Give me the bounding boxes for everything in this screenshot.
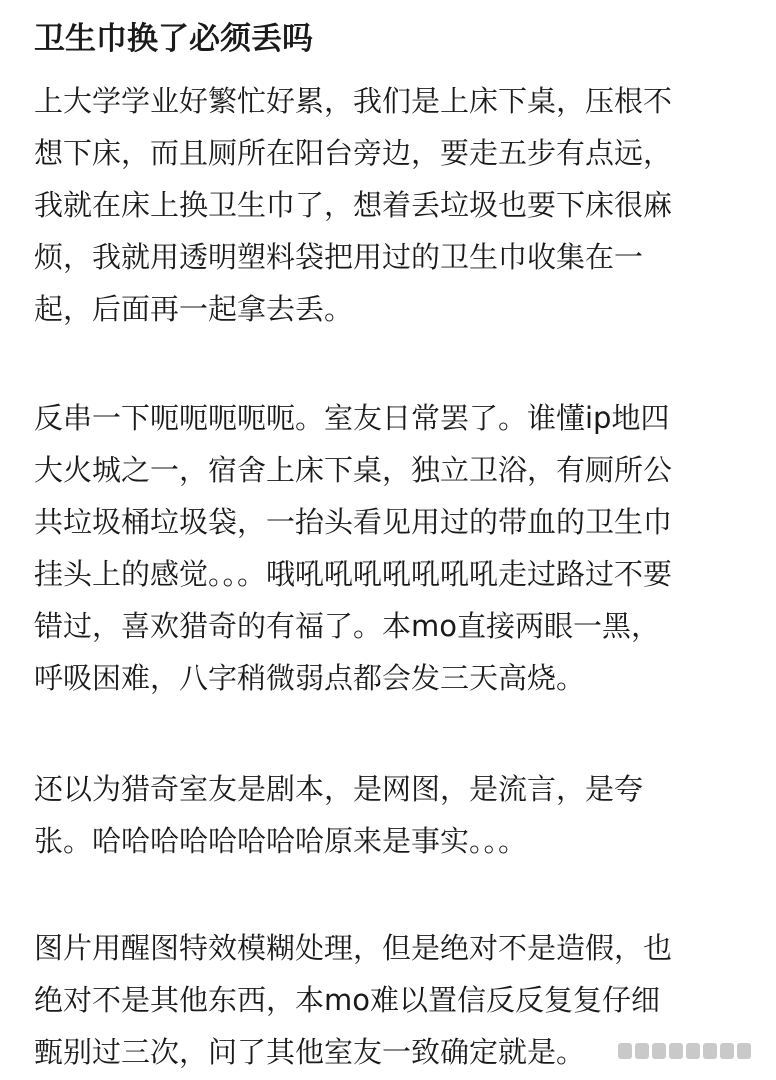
paragraph-line: 起，后面再一起拿去丢。 [34,292,354,326]
paragraph-line: 反串一下呃呃呃呃呃。室友日常罢了。谁懂ip地四 [34,401,670,435]
paragraph-line: 想下床，而且厕所在阳台旁边，要走五步有点远， [34,136,673,170]
watermark-glyph [618,1043,632,1059]
paragraph-line: 还以为猎奇室友是剧本，是网图，是流言，是夸 [34,772,644,806]
paragraph-line: 呼吸困难，八字稍微弱点都会发三天高烧。 [34,661,586,695]
watermark-glyph [720,1043,734,1059]
paragraph-line: 图片用醒图特效模糊处理，但是绝对不是造假，也 [34,931,673,965]
paragraph-line: 上大学学业好繁忙好累，我们是上床下桌，压根不 [34,84,673,118]
paragraph-line: 大火城之一，宿舍上床下桌，独立卫浴，有厕所公 [34,453,673,487]
paragraph-line: 甄别过三次，问了其他室友一致确定就是。 [34,1035,586,1069]
paragraph-1 [34,75,754,335]
paragraph-3 [34,763,754,867]
watermark-glyph [635,1043,649,1059]
watermark-glyph [669,1043,683,1059]
watermark-glyph [686,1043,700,1059]
paragraph-line: 错过，喜欢猎奇的有福了。本mo直接两眼一黑， [34,609,660,643]
paragraph-line: 绝对不是其他东西，本mo难以置信反反复复仔细 [34,983,660,1017]
paragraph-2 [34,392,754,704]
paragraph-line: 挂头上的感觉。。。哦吼吼吼吼吼吼吼走过路过不要 [34,557,673,591]
paragraph-line: 共垃圾桶垃圾袋，一抬头看见用过的带血的卫生巾 [34,505,673,539]
watermark-glyph [703,1043,717,1059]
paragraph-line: 烦，我就用透明塑料袋把用过的卫生巾收集在一 [34,240,644,274]
watermark-glyph [737,1043,751,1059]
paragraph-line: 张。哈哈哈哈哈哈哈哈原来是事实。。。 [34,824,528,858]
post-title: 卫生巾换了必须丢吗 [34,21,313,57]
blurred-watermark [604,1032,764,1070]
paragraph-line: 我就在床上换卫生巾了，想着丢垃圾也要下床很麻 [34,188,673,222]
watermark-glyph [652,1043,666,1059]
